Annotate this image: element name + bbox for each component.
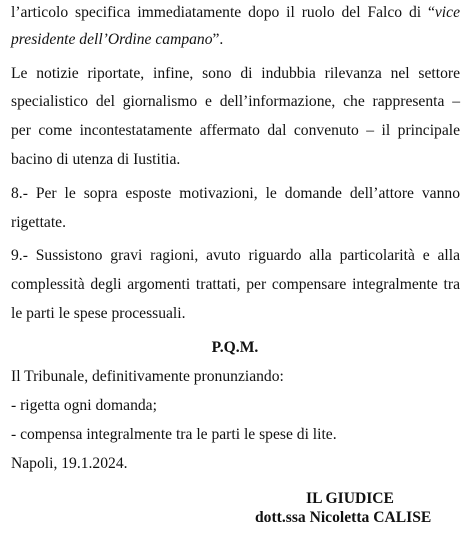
place-date: Napoli, 19.1.2024. — [11, 455, 128, 472]
paragraph-9-line-3: le parti le spese processuali. — [11, 305, 186, 322]
paragraph-8-line-1: 8.- Per le sopra esposte motivazioni, le domande dell’attore vanno — [11, 185, 460, 202]
notizie-line-2: specialistico del giornalismo e dell’informazione, che rappresenta – — [11, 93, 460, 110]
disposizione-rigetta: - rigetta ogni domanda; — [11, 397, 157, 414]
signature-name: dott.ssa Nicoletta CALISE — [255, 509, 432, 526]
paragraph-9-line-1: 9.- Sussistono gravi ragioni, avuto riguardo alla particolarità e alla — [11, 247, 460, 264]
intro-line-2-text: ”. — [212, 31, 224, 48]
intro-line-1 — [11, 3, 460, 23]
pqm-heading: P.Q.M. — [211, 339, 259, 356]
tribunale-line: Il Tribunale, definitivamente pronunziando: — [11, 368, 284, 385]
notizie-line-4: bacino di utenza di Iustitia. — [11, 151, 181, 168]
signature-title: IL GIUDICE — [306, 490, 394, 507]
intro-line-2 — [11, 30, 460, 50]
paragraph-9-line-2: complessità degli argomenti trattati, per compensare integralmente tra — [11, 276, 460, 293]
intro-line-2-italic: presidente dell’Ordine campano — [11, 31, 213, 48]
intro-line-1-italic: vice — [434, 4, 460, 21]
disposizione-compensa: - compensa integralmente tra le parti le spese di lite. — [11, 426, 337, 443]
paragraph-8-line-2: rigettate. — [11, 214, 66, 231]
intro-line-1-text: l’articolo specifica immediatamente dopo il ruolo del Falco di “ — [11, 4, 435, 21]
notizie-line-3: per come incontestatamente affermato dal convenuto – il principale — [11, 122, 460, 139]
notizie-line-1: Le notizie riportate, infine, sono di indubbia rilevanza nel settore — [11, 65, 460, 82]
